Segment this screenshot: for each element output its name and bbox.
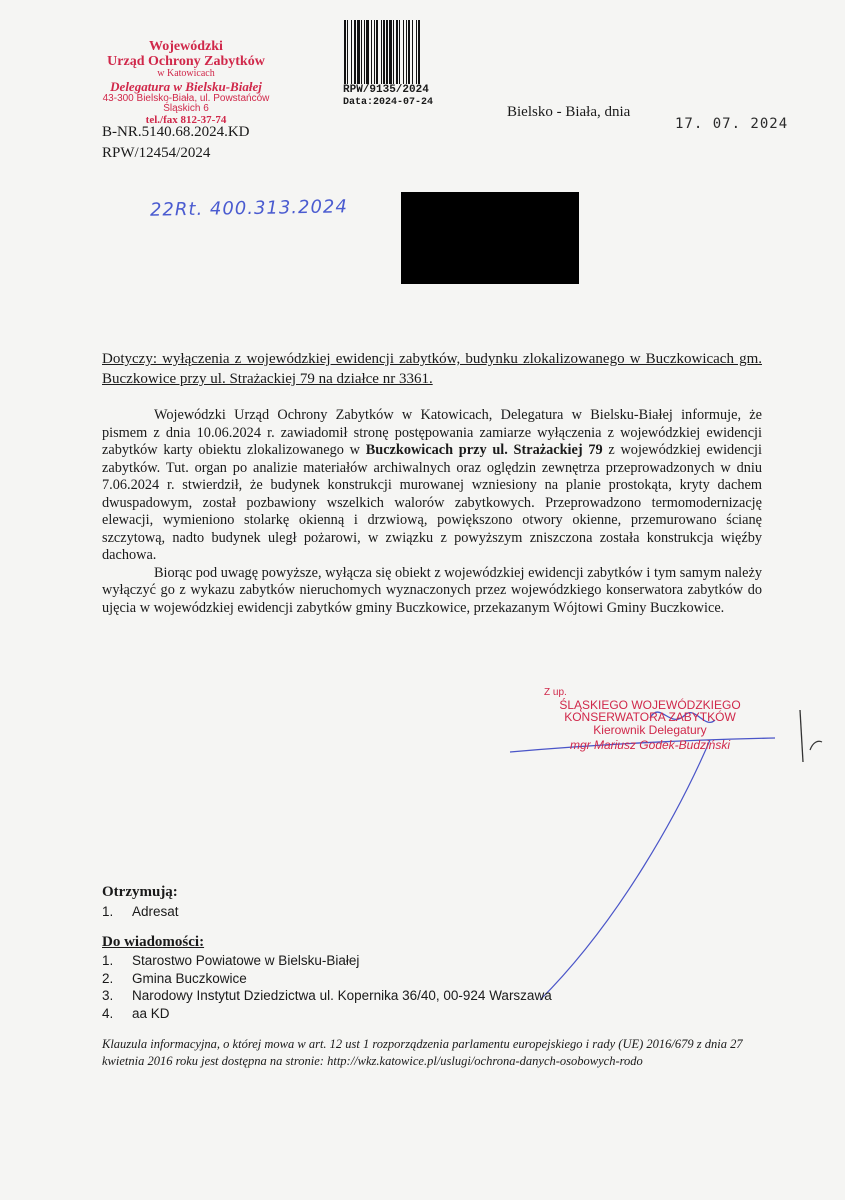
list-item-text: Adresat (132, 904, 179, 919)
signature-zup: Z up. (544, 687, 567, 698)
list-item-text: Gmina Buczkowice (132, 970, 247, 986)
barcode-bar (354, 20, 356, 84)
body-text: Wojewódzki Urząd Ochrony Zabytków w Katowicach, Delegatura w Bielsku-Białej informuje, że pismem z dnia 10.06.2024 r. zawiadomił stronę postępowania zamiarze wyłączenia z wojewódzkiej ewidencji zabytków karty obiektu zlokalizowanego w (102, 407, 762, 458)
list-item-text: aa KD (132, 1005, 170, 1021)
list-item-text: Narodowy Instytut Dziedzictwa ul. Kopernika 36/40, 00-924 Warszawa (132, 988, 552, 1003)
signature-line: Kierownik Delegatury (593, 722, 707, 737)
list-item-number: 1. (102, 904, 114, 919)
cc-title: Do wiadomości: (102, 934, 205, 950)
body-paragraph (102, 407, 762, 565)
barcode-bar (351, 20, 352, 84)
barcode-bar (383, 20, 385, 84)
barcode-image (343, 20, 461, 84)
subject-line: Dotyczy: wyłączenia z wojewódzkiej ewidencji zabytków, budynku zlokalizowanego w Buczkowicach gm. Buczkowice przy ul. Strażackiej 79 na działce nr 3361. (102, 351, 762, 387)
stamp-line: tel./fax 812-37-74 (145, 113, 227, 126)
barcode-bar (393, 20, 394, 84)
barcode-bar (396, 20, 398, 84)
barcode-code: RPW/9135/2024 (343, 84, 429, 96)
barcode-bar (389, 20, 392, 84)
handwritten-note: 22Rt. 400.313.2024 (149, 196, 349, 221)
date-stamp: 17. 07. 2024 (675, 116, 789, 132)
office-stamp (86, 40, 286, 126)
list-item-number: 4. (102, 1005, 114, 1021)
list-item-number: 1. (102, 953, 114, 968)
barcode-bar (366, 20, 369, 84)
list-item-number: 2. (102, 970, 114, 986)
list-item (102, 903, 179, 921)
list-item (102, 970, 552, 988)
barcode-bar (376, 20, 378, 84)
signature-name: mgr Mariusz Godek-Budziński (569, 738, 731, 753)
barcode-bar (361, 20, 362, 84)
barcode-bar (416, 20, 417, 84)
body-text: z wojewódzkiej ewidencji zabytków. Tut. organ po analizie materiałów archiwalnych oraz oględzin zewnętrza przeprowadzonych w dniu 7.06.2024 r. stwierdził, że budynek konstrukcji murowanej wzniesiony na planie prostokąta, kryty dachem dwuspadowym, został pozbawiony wszelkich walorów zabytkowych. Przeprowadzono termomodernizację elewacji, wymieniono stolarkę okienną i drzwiową, powiększono otwory okienne, przemurowano ścianę szczytową, nadto budynek uległ pożarowi, w związku z powyższym zniszczona została konstrukcja więźby dachowa. (102, 442, 762, 563)
barcode-bar (364, 20, 365, 84)
barcode-bar (374, 20, 375, 84)
stamp-line: Urząd Ochrony Zabytków (107, 53, 265, 69)
stamp-line: Wojewódzki (149, 39, 223, 54)
case-reference: B-NR.5140.68.2024.KD (102, 124, 250, 140)
signature-line: KONSERWATORA ZABYTKÓW (564, 710, 736, 725)
barcode-bar (386, 20, 388, 84)
stamp-line: w Katowicach (157, 68, 215, 80)
list-item-number: 3. (102, 988, 114, 1003)
recipients-list (102, 903, 179, 921)
list-item (102, 1005, 552, 1023)
place-label: Bielsko - Biała, dnia (507, 104, 631, 120)
body-paragraph: Biorąc pod uwagę powyższe, wyłącza się obiekt z wojewódzkiej ewidencji zabytków i tym samym należy wyłączyć go z wykazu zabytków nieruchomych wyznaczonych przez wojewódzkiego konserwatora zabytków do ujęcia w wojewódzkiej ewidencji zabytków gminy Buczkowice, przekazanym Wójtowi Gminy Buczkowice. (102, 564, 762, 616)
signature-stamp (530, 688, 770, 752)
rpw-reference: RPW/12454/2024 (102, 145, 211, 161)
barcode-bar (344, 20, 346, 84)
list-item (102, 952, 552, 970)
barcode-bar (371, 20, 372, 84)
barcode-bar (357, 20, 360, 84)
barcode-date: Data:2024-07-24 (343, 97, 434, 108)
barcode-bar (403, 20, 404, 84)
barcode-bar (381, 20, 382, 84)
letter-body (102, 407, 762, 617)
barcode-bar (418, 20, 420, 84)
signature-line: ŚLĄSKIEGO WOJEWÓDZKIEGO (559, 697, 741, 712)
list-item-text: Starostwo Powiatowe w Bielsku-Białej (132, 953, 360, 968)
stamp-line: Delegatura w Bielsku-Białej (110, 78, 262, 94)
body-bold-text: Buczkowicach przy ul. Strażackiej 79 (365, 442, 603, 458)
barcode-bar (406, 20, 407, 84)
list-item (102, 987, 552, 1005)
barcode-bar (347, 20, 348, 84)
barcode-bar (412, 20, 413, 84)
redacted-address-block (401, 192, 579, 284)
stamp-line: 43-300 Bielsko-Biała, ul. Powstańców Śląskich 6 (102, 92, 270, 115)
barcode-bar (399, 20, 400, 84)
barcode-bar (408, 20, 410, 84)
cc-list (102, 952, 552, 1022)
privacy-clause: Klauzula informacyjna, o której mowa w art. 12 ust 1 rozporządzenia parlamentu europejskiego i rady (UE) 2016/679 z dnia 27 kwietnia 2016 roku jest dostępna na stronie: http://wkz.katowice.pl/uslugi/ochrona-danych-osobowych-rodo (102, 1037, 743, 1068)
recipients-title: Otrzymują: (102, 884, 178, 900)
